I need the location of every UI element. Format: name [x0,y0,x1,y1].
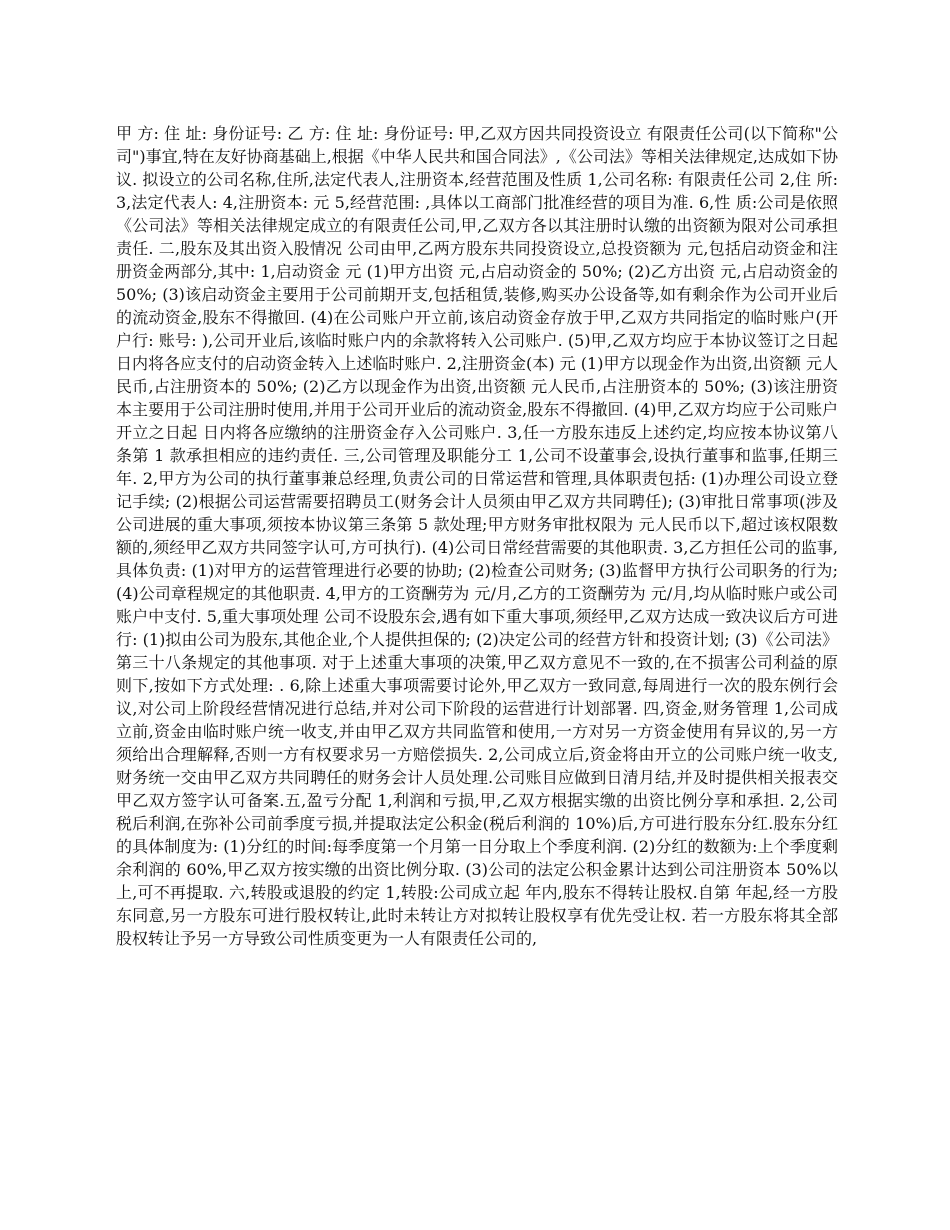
document-page [116,122,838,950]
agreement-body-text: 甲 方: 住 址: 身份证号: 乙 方: 住 址: 身份证号: 甲,乙双方因共同投资设立 有限责任公司(以下简称"公司")事宜,特在友好协商基础上,根据《中华人民共和国合同法》,《公司法》等相关法律规定,达成如下协议. 拟设立的公司名称,住所,法定代表人,注册资本,经营范围及性质 1,公司名称: 有限责任公司 2,住 所: 3,法定代表人: 4,注册资本: 元 5,经营范围: ,具体以工商部门批准经营的项目为准. 6,性 质:公司是依照《公司法》等相关法律规定成立的有限责任公司,甲,乙双方各以其注册时认缴的出资额为限对公司承担责任. 二,股东及其出资入股情况 公司由甲,乙两方股东共同投资设立,总投资额为 元,包括启动资金和注册资金两部分,其中: 1,启动资金 元 (1)甲方出资 元,占启动资金的 50%; (2)乙方出资 元,占启动资金的 50%; (3)该启动资金主要用于公司前期开支,包括租赁,装修,购买办公设备等,如有剩余作为公司开业后的流动资金,股东不得撤回. (4)在公司账户开立前,该启动资金存放于甲,乙双方共同指定的临时账户(开户行: 账号: ),公司开业后,该临时账户内的余款将转入公司账户. (5)甲,乙双方均应于本协议签订之日起 日内将各应支付的启动资金转入上述临时账户. 2,注册资金(本) 元 (1)甲方以现金作为出资,出资额 元人民币,占注册资本的 50%; (2)乙方以现金作为出资,出资额 元人民币,占注册资本的 50%; (3)该注册资本主要用于公司注册时使用,并用于公司开业后的流动资金,股东不得撤回. (4)甲,乙双方均应于公司账户开立之日起 日内将各应缴纳的注册资金存入公司账户. 3,任一方股东违反上述约定,均应按本协议第八条第 1 款承担相应的违约责任. 三,公司管理及职能分工 1,公司不设董事会,设执行董事和监事,任期三年. 2,甲方为公司的执行董事兼总经理,负责公司的日常运营和管理,具体职责包括: (1)办理公司设立登记手续; (2)根据公司运营需要招聘员工(财务会计人员须由甲乙双方共同聘任); (3)审批日常事项(涉及公司进展的重大事项,须按本协议第三条第 5 款处理;甲方财务审批权限为 元人民币以下,超过该权限数额的,须经甲乙双方共同签字认可,方可执行). (4)公司日常经营需要的其他职责. 3,乙方担任公司的监事,具体负责: (1)对甲方的运营管理进行必要的协助; (2)检查公司财务; (3)监督甲方执行公司职务的行为; (4)公司章程规定的其他职责. 4,甲方的工资酬劳为 元/月,乙方的工资酬劳为 元/月,均从临时账户或公司账户中支付. 5,重大事项处理 公司不设股东会,遇有如下重大事项,须经甲,乙双方达成一致决议后方可进行: (1)拟由公司为股东,其他企业,个人提供担保的; (2)决定公司的经营方针和投资计划; (3)《公司法》第三十八条规定的其他事项. 对于上述重大事项的决策,甲乙双方意见不一致的,在不损害公司利益的原则下,按如下方式处理: . 6,除上述重大事项需要讨论外,甲乙双方一致同意,每周进行一次的股东例行会议,对公司上阶段经营情况进行总结,并对公司下阶段的运营进行计划部署. 四,资金,财务管理 1,公司成立前,资金由临时账户统一收支,并由甲乙双方共同监管和使用,一方对另一方资金使用有异议的,另一方须给出合理解释,否则一方有权要求另一方赔偿损失. 2,公司成立后,资金将由开立的公司账户统一收支,财务统一交由甲乙双方共同聘任的财务会计人员处理.公司账目应做到日清月结,并及时提供相关报表交甲乙双方签字认可备案.五,盈亏分配 1,利润和亏损,甲,乙双方根据实缴的出资比例分享和承担. 2,公司税后利润,在弥补公司前季度亏损,并提取法定公积金(税后利润的 10%)后,方可进行股东分红.股东分红的具体制度为: (1)分红的时间:每季度第一个月第一日分取上个季度利润. (2)分红的数额为:上个季度剩余利润的 60%,甲乙双方按实缴的出资比例分取. (3)公司的法定公积金累计达到公司注册资本 50%以上,可不再提取. 六,转股或退股的约定 1,转股:公司成立起 年内,股东不得转让股权.自第 年起,经一方股东同意,另一方股东可进行股权转让,此时未转让方对拟转让股权享有优先受让权. 若一方股东将其全部股权转让予另一方导致公司性质变更为一人有限责任公司的, [116,124,838,948]
